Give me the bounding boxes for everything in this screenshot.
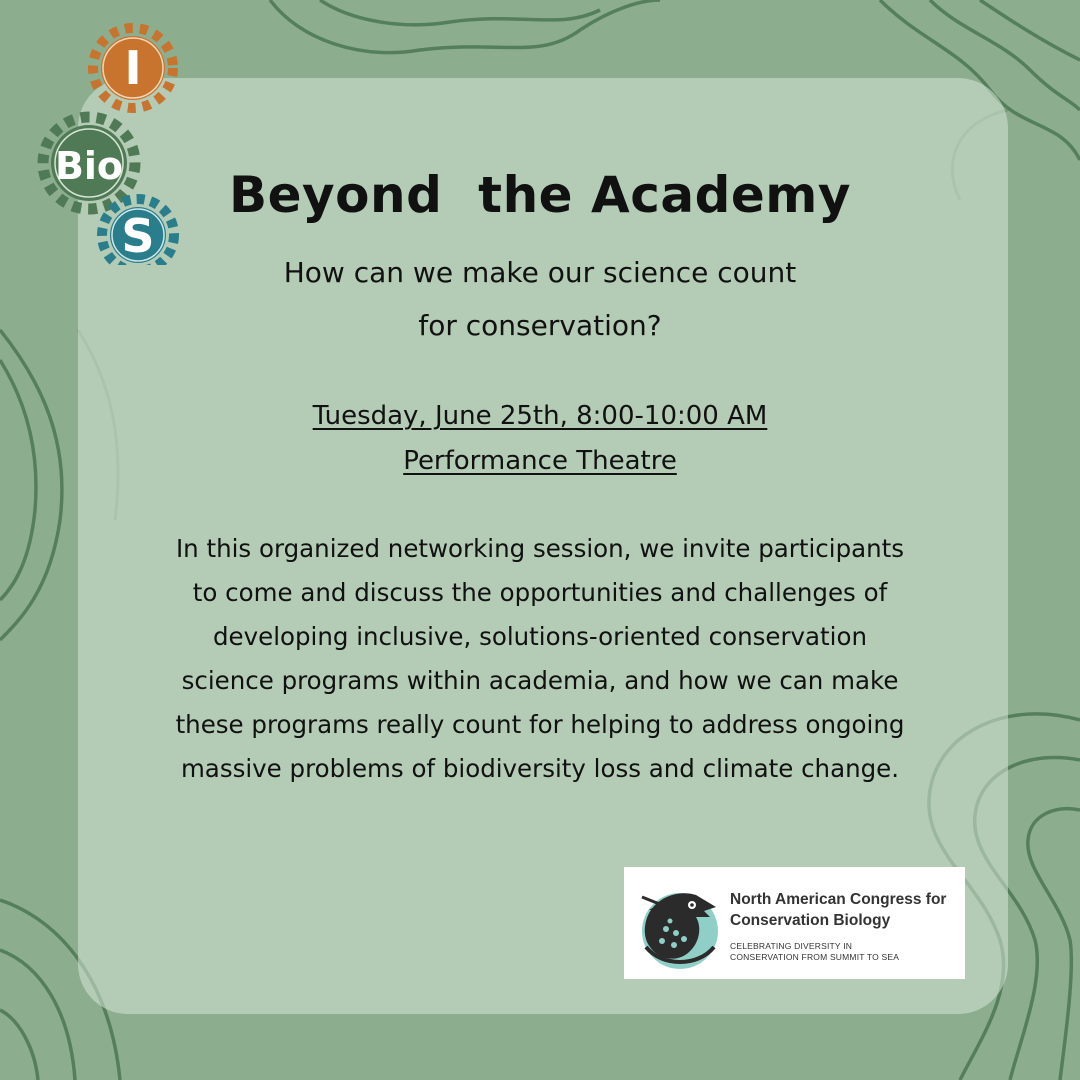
nacc-tagline-line: CONSERVATION FROM SUMMIT TO SEA	[730, 952, 900, 962]
nacc-tagline-line: CELEBRATING DIVERSITY IN	[730, 941, 853, 951]
description-line: these programs really count for helping to address ongoing	[175, 710, 905, 739]
nacc-tagline	[730, 941, 960, 963]
orange-gear-icon	[93, 28, 173, 108]
event-details	[0, 394, 1080, 484]
gear-letter-bio: Bio	[54, 144, 124, 188]
description-line: In this organized networking session, we invite participants	[175, 534, 905, 563]
event-title: Beyond the Academy	[229, 166, 851, 224]
gear-letter-i: I	[124, 41, 142, 95]
nacc-name	[730, 889, 965, 931]
subtitle-line: for conservation?	[418, 309, 662, 342]
nacc-name-line: North American Congress for	[730, 891, 947, 908]
bird-emblem-icon	[632, 877, 728, 973]
description-line: to come and discuss the opportunities and challenges of	[192, 578, 888, 607]
gear-letter-s: S	[121, 209, 155, 263]
description-line: developing inclusive, solutions-oriented conservation	[213, 622, 867, 651]
event-description	[110, 527, 970, 791]
event-location: Performance Theatre	[403, 446, 677, 476]
event-subtitle	[240, 246, 840, 352]
nacc-name-line: Conservation Biology	[730, 912, 891, 929]
event-date-time: Tuesday, June 25th, 8:00-10:00 AM	[312, 401, 768, 431]
description-line: massive problems of biodiversity loss and climate change.	[180, 754, 900, 783]
description-line: science programs within academia, and how we can make	[181, 666, 899, 695]
subtitle-line: How can we make our science count	[283, 256, 797, 289]
ibios-logo	[20, 20, 190, 265]
nacc-logo-card	[624, 867, 965, 979]
